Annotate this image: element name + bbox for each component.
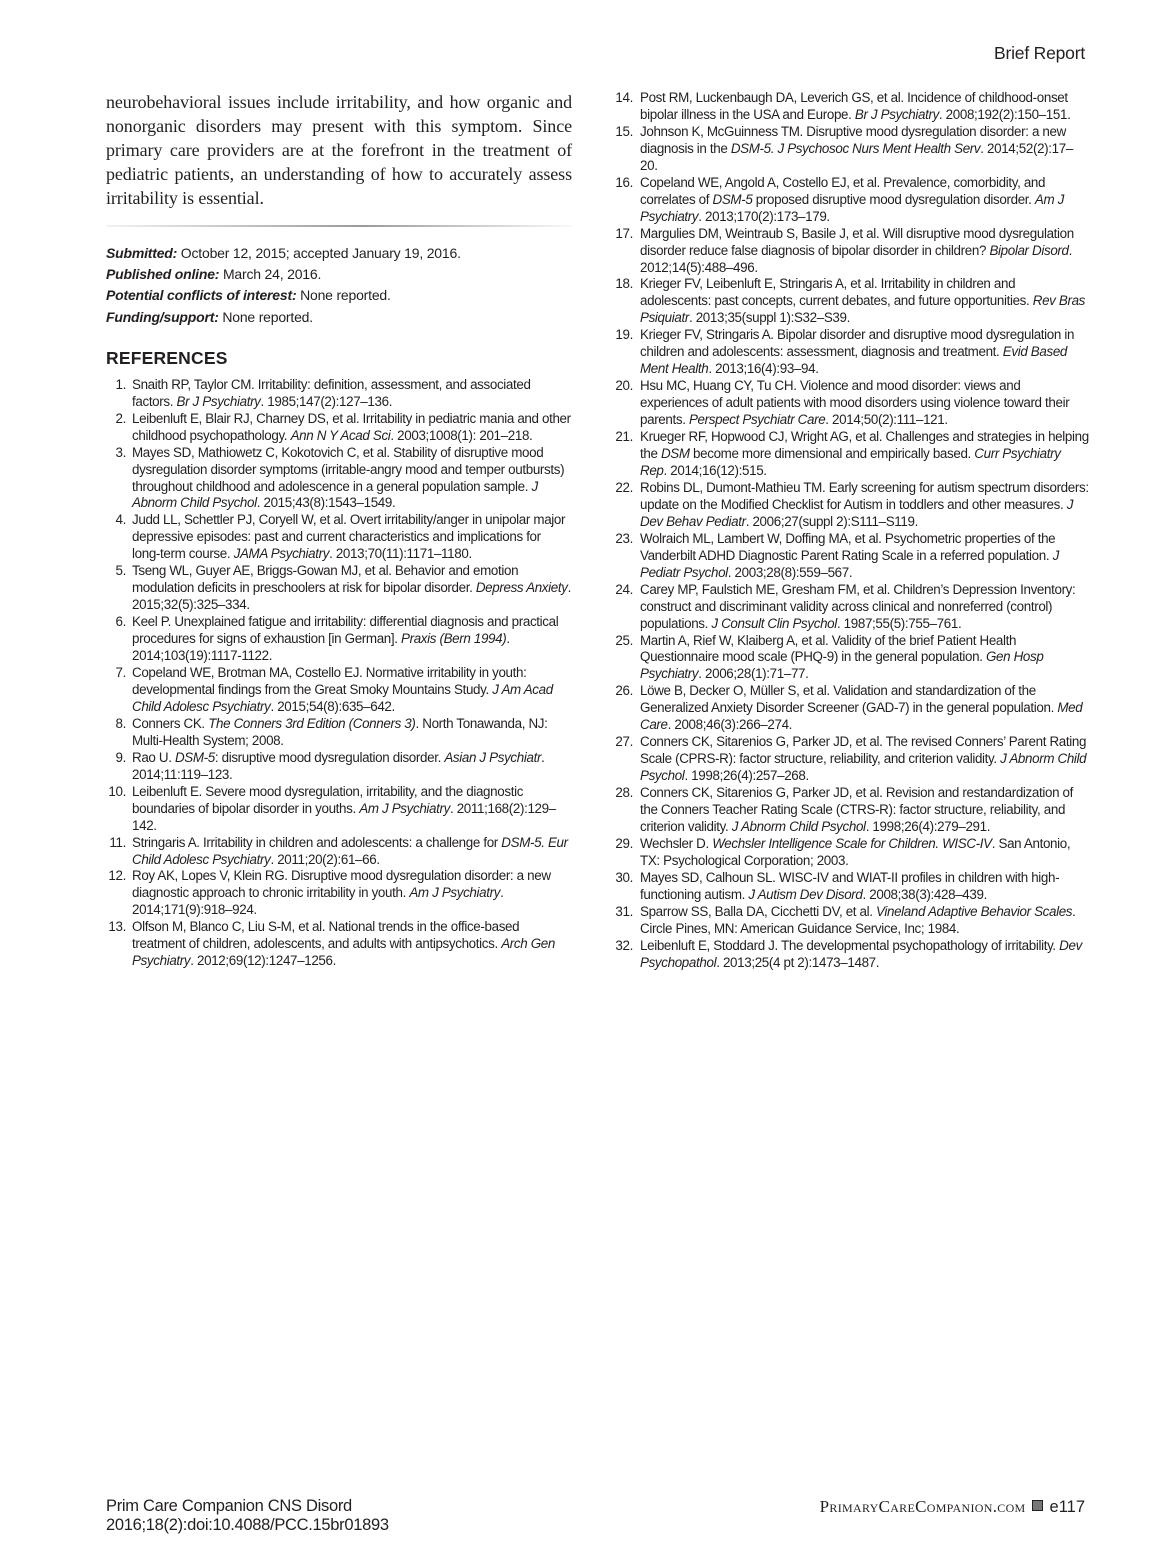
reference-source: Curr Psychiatry Rep: [640, 446, 1061, 478]
reference-text: [640, 276, 1085, 325]
reference-segment: . 2014;11:119–123.: [132, 749, 545, 782]
reference-text: [132, 665, 553, 714]
reference-number: 7.: [115, 665, 126, 681]
reference-segment: Conners CK, Sitarenios G, Parker JD, et al. Revision and restandardization of the Conners Teacher Rating Scale (CTRS-R): factor structure, reliability, and criterion validity.: [640, 785, 1074, 834]
references-heading: REFERENCES: [106, 347, 228, 368]
right-column: [613, 90, 1089, 972]
reference-segment: Stringaris A. Irritability in children and adolescents: a challenge for: [132, 834, 502, 850]
reference-item: [613, 276, 1089, 327]
submitted-line: [106, 243, 572, 264]
reference-text: [640, 531, 1059, 580]
reference-segment: . North Tonawanda, NJ: Multi-Health System; 2008.: [132, 715, 548, 748]
reference-segment: . 2006;27(suppl 2):S111–S119.: [745, 513, 918, 529]
reference-text: [640, 378, 1069, 427]
reference-number: 22.: [615, 479, 633, 495]
reference-segment: . 1985;147(2):127–136.: [260, 393, 393, 409]
reference-segment: . 2015;32(5):325–334.: [132, 580, 571, 613]
reference-number: 14.: [615, 90, 633, 105]
reference-segment: . 2013;16(4):93–94.: [708, 361, 819, 377]
reference-number: 19.: [615, 327, 633, 343]
published-label: Published online:: [106, 266, 220, 283]
reference-item: [613, 734, 1089, 785]
reference-list-right: [613, 90, 1089, 972]
reference-text: [132, 563, 571, 612]
reference-segment: . Circle Pines, MN: American Guidance Service, Inc; 1984.: [640, 903, 1076, 936]
reference-item: [106, 563, 572, 614]
reference-item: [106, 665, 572, 716]
reference-number: 18.: [615, 276, 633, 292]
reference-source: J Pediatr Psychol: [640, 547, 1059, 580]
reference-item: [613, 836, 1089, 870]
reference-text: [640, 633, 1043, 682]
reference-segment: . 2015;54(8):635–642.: [270, 698, 395, 714]
reference-segment: . 2011;20(2):61–66.: [270, 851, 380, 867]
reference-item: [613, 870, 1089, 904]
reference-text: [132, 614, 558, 663]
reference-segment: Hsu MC, Huang CY, Tu CH. Violence and mood disorder: views and experiences of adult patients with mood disorders using violence toward their parents.: [640, 378, 1070, 428]
reference-number: 8.: [115, 715, 126, 731]
reference-item: [106, 716, 572, 750]
reference-segment: . 2003;1008(1): 201–218.: [390, 427, 533, 443]
reference-segment: Judd LL, Schettler PJ, Coryell W, et al. Overt irritability/anger in unipolar major depressive episodes: past and current characteristics and implications for long-term course.: [132, 512, 566, 562]
reference-source: The Conners 3rd Edition (Conners 3): [208, 715, 416, 731]
reference-text: [640, 124, 1073, 173]
reference-number: 11.: [109, 834, 126, 850]
reference-text: [640, 870, 1059, 902]
reference-segment: Conners CK.: [132, 715, 209, 731]
reference-segment: Martin A, Rief W, Klaiberg A, et al. Validity of the brief Patient Health Questionnaire mood scale (PHQ-9) in the general population.: [640, 632, 1017, 665]
reference-source: DSM: [660, 446, 690, 462]
reference-segment: . 2013;70(11):1171–1180.: [329, 546, 472, 562]
reference-segment: Tseng WL, Guyer AE, Briggs-Gowan MJ, et al. Behavior and emotion modulation deficits in preschoolers at risk for bipolar disorder.: [132, 563, 519, 596]
published-line: [106, 264, 572, 285]
reference-number: 30.: [615, 869, 633, 885]
article-info: [106, 243, 572, 328]
conflicts-value: None reported.: [296, 287, 391, 304]
reference-text: [132, 919, 555, 968]
reference-text: [640, 938, 1082, 970]
reference-item: [613, 226, 1089, 277]
reference-number: 1.: [115, 376, 126, 392]
reference-number: 2.: [115, 410, 126, 426]
reference-segment: Leibenluft E, Blair RJ, Charney DS, et al. Irritability in pediatric mania and other childhood psychopathology.: [132, 410, 571, 443]
reference-segment: Post RM, Luckenbaugh DA, Leverich GS, et al. Incidence of childhood-onset bipolar illness in the USA and Europe.: [640, 90, 1068, 122]
reference-source: Br J Psychiatry: [176, 393, 261, 409]
reference-number: 10.: [108, 783, 126, 799]
reference-segment: Mayes SD, Mathiowetz C, Kokotovich C, et al. Stability of disruptive mood dysregulation disorder symptoms (irritable-angry mood and temper outbursts) throughout childhood and adolescence in a general population sample.: [132, 444, 565, 494]
reference-number: 13.: [108, 919, 126, 935]
submitted-label: Submitted:: [106, 245, 178, 261]
reference-segment: . 2012;69(12):1247–1256.: [190, 953, 336, 969]
footer-journal: Prim Care Companion CNS Disord: [106, 1497, 352, 1515]
reference-source: Rev Bras Psiquiatr: [640, 293, 1086, 326]
reference-number: 29.: [615, 835, 633, 851]
reference-item: [613, 124, 1089, 175]
reference-source: Arch Gen Psychiatry: [132, 936, 555, 969]
reference-list-left: [106, 377, 572, 970]
reference-source: Praxis (Bern 1994): [401, 631, 507, 647]
reference-text: [132, 835, 568, 867]
reference-segment: . 2003;28(8):559–567.: [727, 564, 853, 580]
reference-source: Dev Psychopathol: [640, 937, 1082, 970]
reference-segment: Sparrow SS, Balla DA, Cicchetti DV, et al.: [640, 903, 877, 919]
reference-number: 12.: [108, 868, 126, 884]
reference-segment: . 2013;170(2):173–179.: [698, 208, 830, 224]
funding-label: Funding/support:: [106, 308, 219, 325]
reference-number: 16.: [615, 174, 633, 190]
reference-source: Perspect Psychiatr Care: [688, 412, 826, 428]
footer-site-block: [820, 1497, 1085, 1517]
reference-text: [132, 868, 551, 917]
reference-source: Br J Psychiatry: [854, 106, 939, 122]
reference-number: 27.: [615, 734, 633, 750]
reference-item: [613, 378, 1089, 429]
reference-segment: Krueger RF, Hopwood CJ, Wright AG, et al. Challenges and strategies in helping the: [640, 429, 1089, 462]
reference-segment: . 2014;171(9):918–924.: [132, 885, 504, 918]
reference-source: DSM-5: [712, 191, 753, 207]
reference-number: 20.: [615, 378, 633, 394]
reference-source: J Abnorm Child Psychol: [640, 751, 1087, 784]
square-bullet-icon: [1032, 1500, 1043, 1511]
reference-number: 32.: [615, 937, 633, 953]
reference-source: Am J Psychiatry: [359, 800, 450, 816]
reference-segment: Olfson M, Blanco C, Liu S-M, et al. National trends in the office-based treatment of children, adolescents, and adults with antipsychotics.: [132, 919, 520, 952]
reference-text: [640, 734, 1086, 783]
reference-item: [613, 480, 1089, 531]
reference-item: [106, 411, 572, 445]
reference-segment: Krieger FV, Leibenluft E, Stringaris A, et al. Irritability in children and adolescents: past concepts, current debates, and future opportunities.: [640, 276, 1033, 309]
reference-segment: Robins DL, Dumont-Mathieu TM. Early screening for autism spectrum disorders: update on the Modified Checklist for Autism in toddlers and other measures.: [640, 479, 1089, 512]
reference-segment: Roy AK, Lopes V, Klein RG. Disruptive mood dysregulation disorder: a new diagnostic approach to chronic irritability in youth.: [132, 868, 551, 901]
reference-source: J Dev Behav Pediatr: [640, 496, 1074, 529]
reference-segment: . 1987;55(5):755–761.: [836, 615, 962, 631]
submitted-value: October 12, 2015; accepted January 19, 2016.: [177, 245, 461, 261]
reference-text: [132, 377, 531, 409]
reference-source: Gen Hosp Psychiatry: [640, 649, 1044, 682]
reference-segment: Wechsler D.: [640, 835, 713, 851]
reference-item: [613, 429, 1089, 480]
reference-segment: . 2014;52(2):17–20.: [640, 140, 1073, 173]
reference-segment: Keel P. Unexplained fatigue and irritability: differential diagnosis and practical procedures for signs of exhaustion [in German].: [132, 614, 559, 647]
reference-item: [613, 90, 1089, 124]
reference-text: [640, 836, 1070, 868]
reference-item: [613, 938, 1089, 972]
reference-segment: Margulies DM, Weintraub S, Basile J, et al. Will disruptive mood dysregulation disorder reduce false diagnosis of bipolar disorder in children?: [640, 225, 1074, 258]
reference-text: [640, 683, 1082, 732]
reference-source: Med Care: [640, 700, 1083, 733]
reference-text: [640, 480, 1089, 529]
reference-text: [640, 175, 1064, 224]
reference-item: [106, 512, 572, 563]
reference-text: [640, 904, 1076, 936]
reference-number: 31.: [615, 903, 633, 919]
reference-segment: Rao U.: [132, 749, 175, 765]
reference-segment: . 2008;46(3):266–274.: [667, 717, 793, 733]
reference-number: 4.: [115, 512, 126, 528]
body-paragraph: neurobehavioral issues include irritability, and how organic and nonorganic disorders may present with this symptom. Since primary care providers are at the forefront in the treatment of pediatric patients, an understanding of how to accurately assess irritability is essential.: [106, 92, 572, 208]
reference-text: [640, 785, 1073, 834]
reference-source: Ann N Y Acad Sci: [290, 427, 391, 443]
reference-number: 25.: [615, 632, 633, 648]
reference-segment: Johnson K, McGuinness TM. Disruptive mood dysregulation disorder: a new diagnosis in the: [640, 123, 1066, 156]
footer-citation-block: [106, 1497, 389, 1535]
reference-number: 6.: [115, 614, 126, 630]
reference-segment: . 1998;26(4):279–291.: [865, 818, 991, 834]
reference-segment: . San Antonio, TX: Psychological Corporation; 2003.: [640, 835, 1071, 868]
reference-segment: . 2014;50(2):111–121.: [825, 412, 948, 428]
reference-number: 23.: [615, 530, 633, 546]
reference-number: 15.: [615, 123, 633, 139]
reference-item: [613, 683, 1089, 734]
reference-item: [106, 445, 572, 513]
reference-segment: Wolraich ML, Lambert W, Doffing MA, et al. Psychometric properties of the Vanderbilt ADHD Diagnostic Parent Rating Scale in a referred population.: [640, 530, 1056, 563]
reference-number: 28.: [615, 785, 633, 801]
reference-text: [132, 716, 548, 748]
footer-citation: 2016;18(2):doi:10.4088/PCC.15br01893: [106, 1516, 389, 1534]
reference-source: Evid Based Ment Health: [640, 344, 1068, 377]
reference-item: [106, 919, 572, 970]
published-value: March 24, 2016.: [219, 266, 322, 283]
reference-item: [613, 327, 1089, 378]
reference-text: [640, 429, 1089, 478]
footer-site-link[interactable]: PrimaryCareCompanion.com: [819, 1497, 1026, 1516]
reference-segment: . 2013;35(suppl 1):S32–S39.: [688, 310, 850, 326]
reference-item: [106, 784, 572, 835]
reference-source: J Abnorm Child Psychol: [132, 478, 538, 511]
reference-segment: Snaith RP, Taylor CM. Irritability: definition, assessment, and associated factors.: [132, 376, 531, 409]
reference-source: Asian J Psychiatr: [444, 749, 542, 765]
reference-segment: proposed disruptive mood dysregulation disorder.: [752, 191, 1035, 207]
reference-item: [613, 904, 1089, 938]
conflicts-label: Potential conflicts of interest:: [106, 287, 297, 304]
reference-segment: . 2013;25(4 pt 2):1473–1487.: [716, 954, 880, 970]
reference-item: [613, 785, 1089, 836]
footer-page-number: e117: [1049, 1498, 1085, 1516]
reference-source: Wechsler Intelligence Scale for Children. WISC-IV: [712, 835, 992, 851]
reference-number: 9.: [115, 749, 126, 765]
reference-text: [132, 784, 556, 833]
reference-source: J Am Acad Child Adolesc Psychiatry: [132, 681, 553, 714]
reference-source: Am J Psychiatry: [640, 191, 1065, 224]
reference-source: DSM-5: [174, 749, 215, 765]
reference-number: 24.: [615, 581, 633, 597]
reference-segment: : disruptive mood dysregulation disorder.: [214, 749, 445, 765]
reference-item: [106, 835, 572, 869]
reference-source: Vineland Adaptive Behavior Scales: [876, 903, 1073, 919]
reference-segment: Leibenluft E, Stoddard J. The developmental psychopathology of irritability.: [640, 937, 1060, 953]
reference-text: [640, 327, 1074, 376]
reference-segment: Mayes SD, Calhoun SL. WISC-IV and WIAT-II profiles in children with high-functioning autism.: [640, 869, 1060, 902]
left-column: [106, 90, 572, 970]
reference-source: DSM-5. Eur Child Adolesc Psychiatry: [132, 834, 568, 867]
reference-source: J Abnorm Child Psychol: [731, 818, 866, 834]
reference-segment: . 2014;103(19):1117-1122.: [132, 631, 510, 664]
reference-segment: become more dimensional and empirically based.: [689, 446, 975, 462]
reference-source: DSM-5. J Psychosoc Nurs Ment Health Serv: [730, 140, 981, 156]
reference-segment: Löwe B, Decker O, Müller S, et al. Validation and standardization of the Generalized Anxiety Disorder Screener (GAD-7) in the general population.: [640, 683, 1058, 716]
reference-number: 21.: [615, 429, 633, 445]
reference-item: [613, 633, 1089, 684]
reference-text: [132, 411, 571, 443]
reference-segment: Krieger FV, Stringaris A. Bipolar disorder and disruptive mood dysregulation in children and adolescents: assessment, diagnosis and treatment.: [640, 327, 1075, 360]
reference-segment: Conners CK, Sitarenios G, Parker JD, et al. The revised Conners’ Parent Rating Scale (CPRS-R): factor structure, reliability, and criterion validity.: [640, 734, 1087, 767]
reference-item: [613, 175, 1089, 226]
reference-segment: Carey MP, Faulstich ME, Gresham FM, et al. Children’s Depression Inventory: construct and discriminant validity across clinical and nonreferred (control) populations.: [640, 581, 1076, 631]
reference-item: [613, 582, 1089, 633]
reference-segment: Copeland WE, Angold A, Costello EJ, et al. Prevalence, comorbidity, and correlates of: [640, 174, 1046, 207]
section-divider: [106, 225, 572, 227]
reference-number: 26.: [615, 683, 633, 699]
conflicts-line: [106, 285, 572, 306]
reference-source: Am J Psychiatry: [409, 885, 501, 901]
reference-segment: . 2008;192(2):150–151.: [938, 106, 1071, 122]
reference-source: J Consult Clin Psychol: [711, 615, 837, 631]
reference-text: [640, 90, 1070, 122]
reference-segment: . 2012;14(5):488–496.: [640, 242, 1073, 275]
reference-segment: . 2015;43(8):1543–1549.: [256, 495, 396, 511]
reference-number: 3.: [115, 444, 126, 460]
funding-line: [106, 307, 572, 328]
funding-value: None reported.: [218, 308, 313, 325]
reference-segment: Copeland WE, Brotman MA, Costello EJ. Normative irritability in youth: developmental findings from the Great Smoky Mountains Study.: [132, 665, 527, 697]
reference-number: 17.: [615, 225, 633, 241]
reference-text: [132, 445, 564, 511]
reference-segment: . 2014;16(12):515.: [663, 462, 767, 478]
reference-item: [613, 531, 1089, 582]
reference-source: Bipolar Disord: [989, 242, 1069, 258]
reference-segment: . 2011;168(2):129–142.: [132, 800, 556, 833]
reference-text: [132, 750, 544, 782]
reference-item: [106, 377, 572, 411]
reference-number: 5.: [115, 563, 126, 579]
reference-item: [106, 750, 572, 784]
reference-item: [106, 868, 572, 919]
reference-source: J Autism Dev Disord: [748, 886, 863, 902]
reference-item: [106, 614, 572, 665]
reference-text: [640, 226, 1074, 275]
reference-segment: . 2008;38(3):428–439.: [862, 886, 987, 902]
reference-segment: . 2006;28(1):71–77.: [698, 666, 809, 682]
reference-segment: Leibenluft E. Severe mood dysregulation, irritability, and the diagnostic boundaries of bipolar disorder in youths.: [132, 783, 524, 816]
section-heading: Brief Report: [994, 43, 1085, 63]
reference-segment: . 1998;26(4):257–268.: [684, 768, 809, 784]
reference-source: Depress Anxiety: [475, 580, 568, 596]
reference-text: [132, 512, 565, 561]
reference-source: JAMA Psychiatry: [233, 546, 330, 562]
reference-text: [640, 582, 1075, 631]
